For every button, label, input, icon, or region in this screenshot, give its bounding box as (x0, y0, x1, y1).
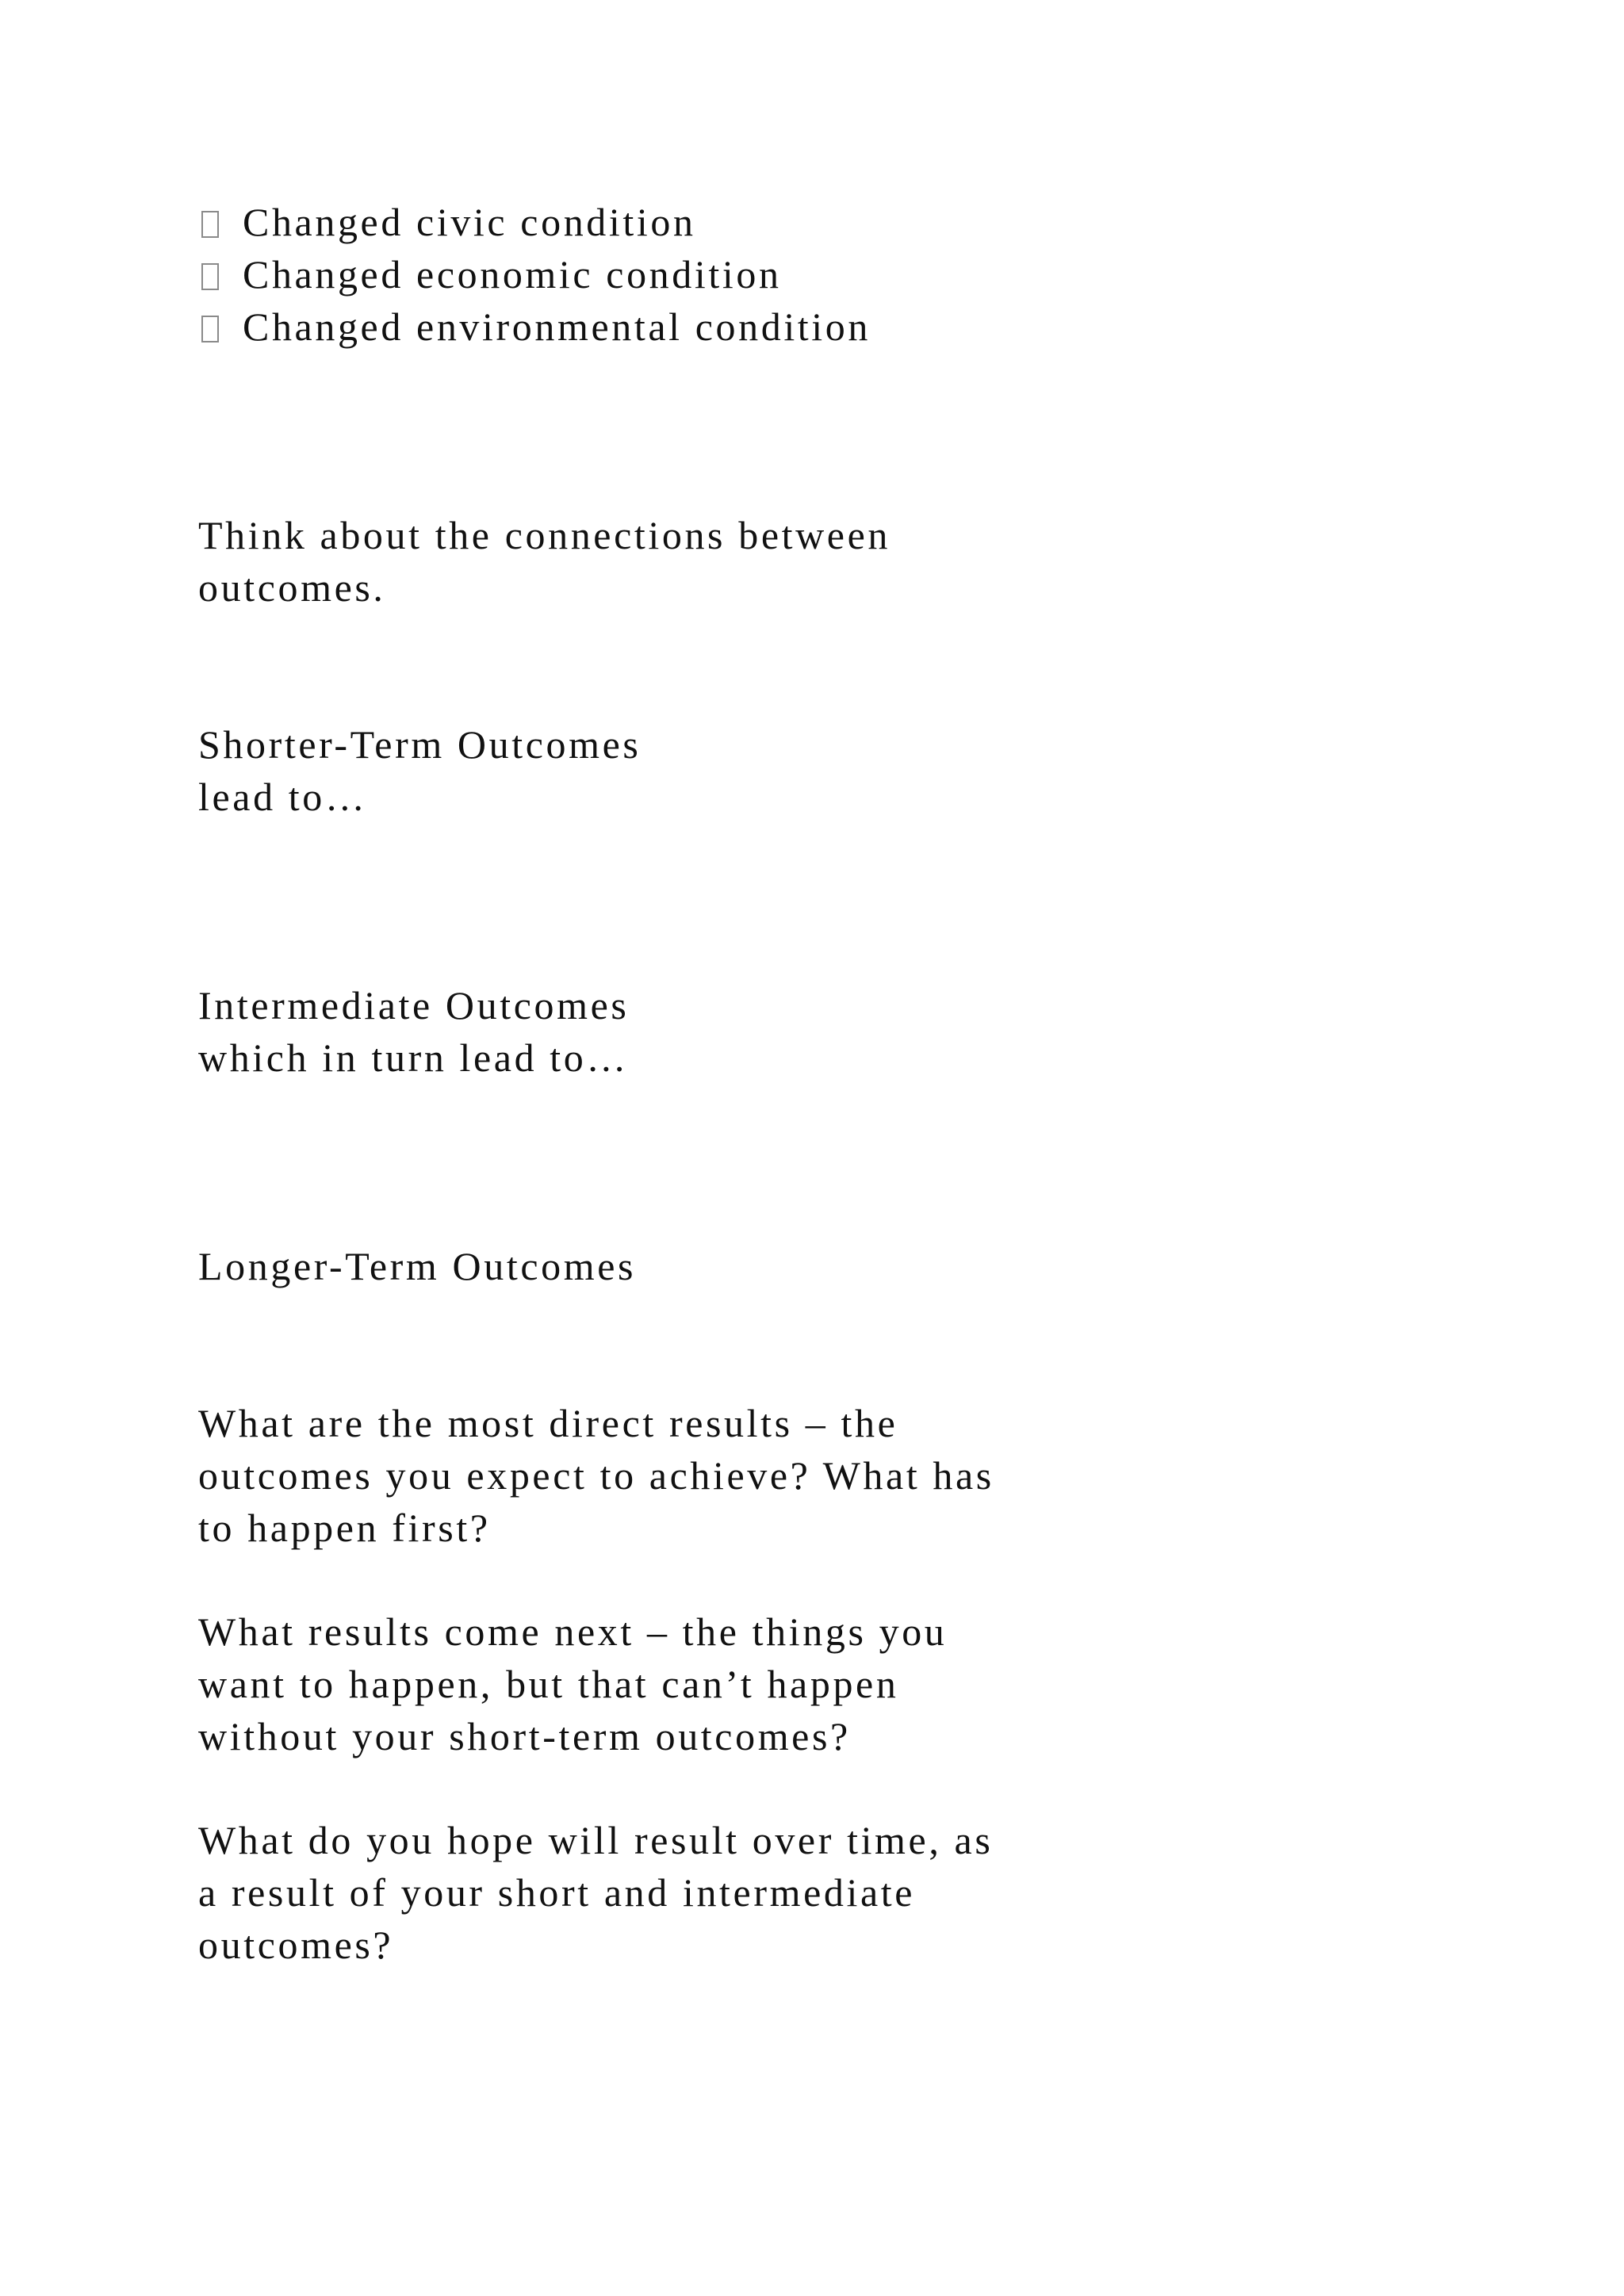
shorter-term-title: Shorter-Term Outcomes (198, 722, 642, 767)
question-2-line-1: What results come next – the things you (198, 1609, 948, 1654)
longer-term-title: Longer-Term Outcomes (198, 1244, 637, 1288)
intro-line-2: outcomes. (198, 565, 386, 610)
missing-glyph-box-icon (201, 263, 219, 290)
question-2-line-2: want to happen, but that can’t happen (198, 1662, 899, 1706)
bullet-text: Changed civic condition (243, 200, 696, 244)
shorter-term-sub: lead to… (198, 775, 368, 819)
missing-glyph-box-icon (201, 316, 219, 342)
question-2-line-3: without your short-term outcomes? (198, 1714, 851, 1758)
intermediate-sub: which in turn lead to… (198, 1035, 629, 1080)
bullet-text: Changed environmental condition (243, 304, 871, 349)
missing-glyph-box-icon (201, 211, 219, 238)
question-1-line-1: What are the most direct results – the (198, 1401, 898, 1445)
intermediate-title: Intermediate Outcomes (198, 983, 630, 1027)
question-1-line-2: outcomes you expect to achieve? What has (198, 1453, 994, 1498)
bullet-item (198, 248, 782, 300)
question-3-line-2: a result of your short and intermediate (198, 1870, 916, 1915)
intro-line-1: Think about the connections between (198, 513, 891, 557)
question-3-line-1: What do you hope will result over time, as (198, 1818, 994, 1862)
bullet-item (198, 196, 696, 248)
bullet-text: Changed economic condition (243, 252, 782, 297)
question-1-line-3: to happen first? (198, 1506, 491, 1550)
bullet-item (198, 300, 871, 353)
question-3-line-3: outcomes? (198, 1923, 394, 1967)
